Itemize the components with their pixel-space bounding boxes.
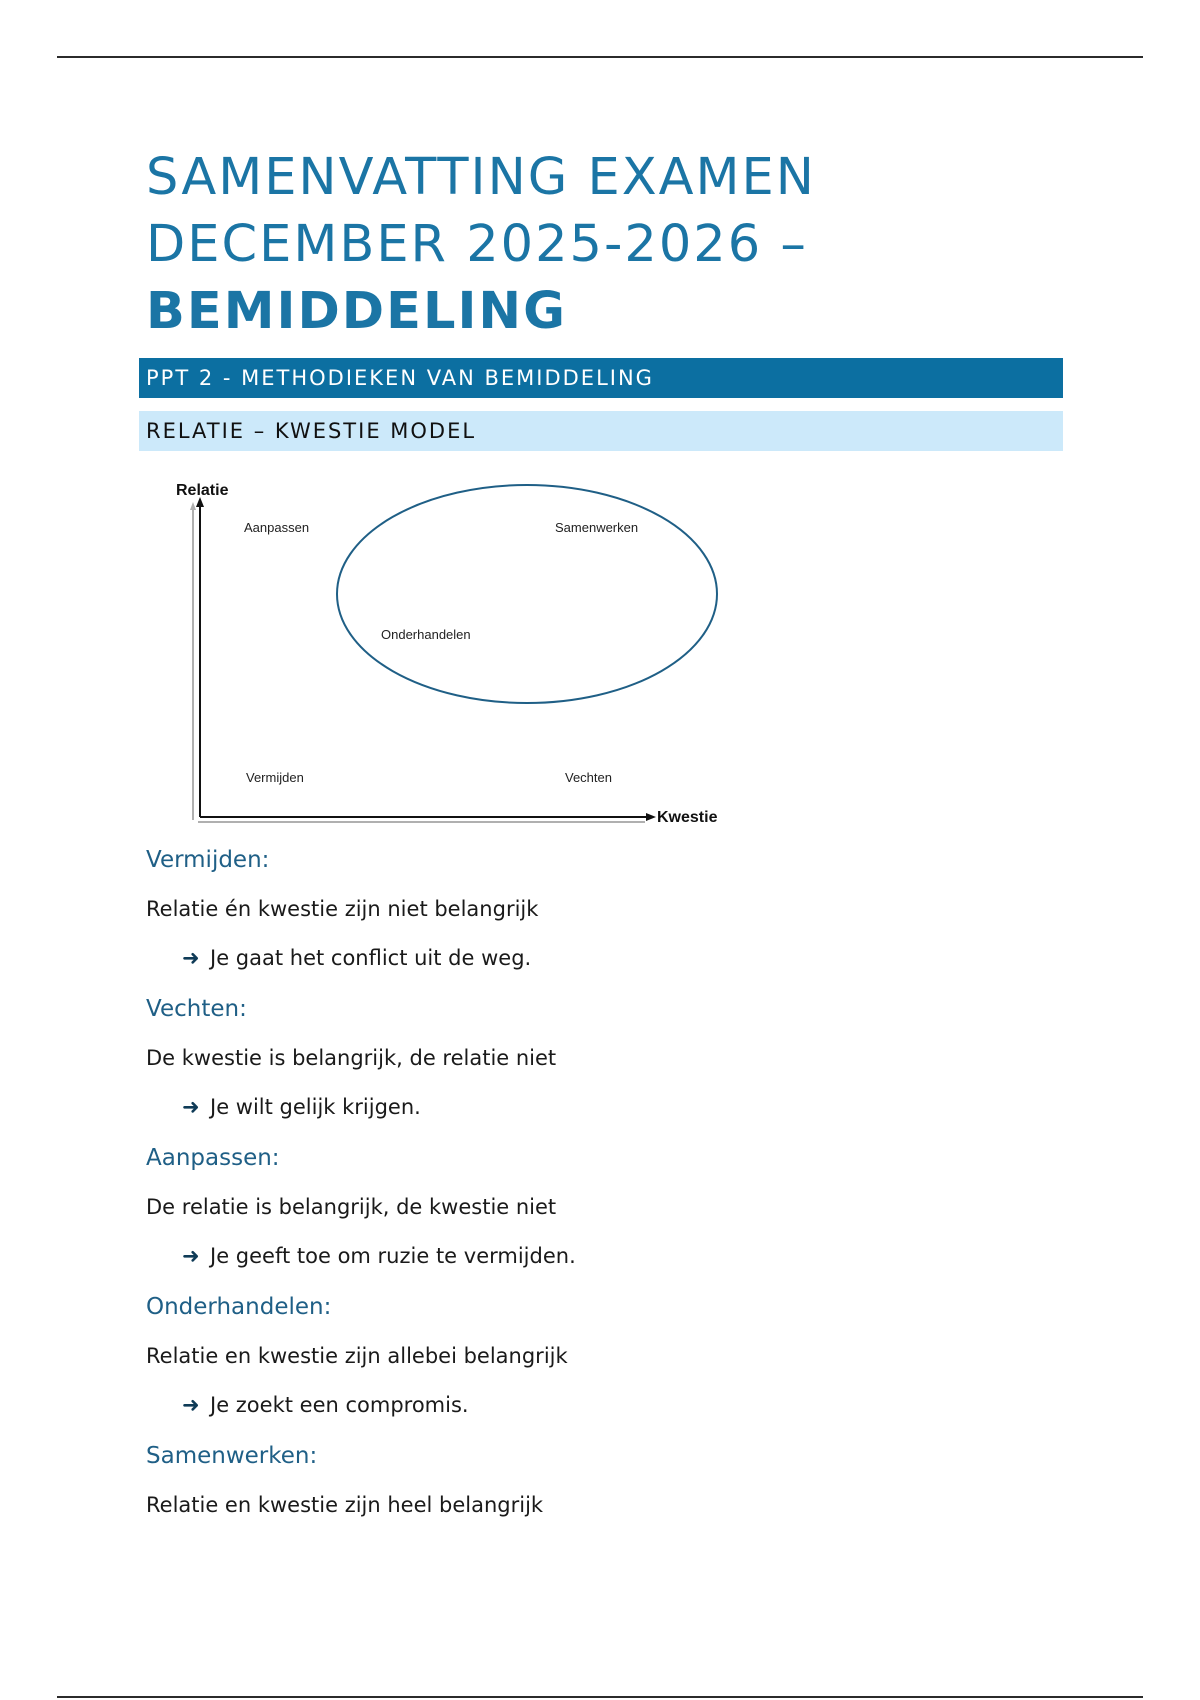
label-samenwerken: Samenwerken (555, 520, 639, 535)
title-line-2: DECEMBER 2025-2026 – (146, 215, 808, 274)
bullet-text: Je gaat het conflict uit de weg. (210, 946, 532, 970)
y-axis-label: Relatie (176, 482, 229, 499)
x-axis-arrowhead (646, 813, 656, 821)
relatie-kwestie-diagram (160, 470, 740, 832)
label-vermijden: Vermijden (246, 770, 304, 785)
bullet-aanpassen (146, 1241, 1046, 1289)
x-axis-label: Kwestie (657, 809, 718, 826)
diagram-svg (160, 470, 740, 832)
description-aanpassen: De relatie is belangrijk, de kwestie niet (146, 1195, 557, 1219)
bullet-text: Je geeft toe om ruzie te vermijden. (210, 1244, 576, 1268)
arrow-right-icon: ➜ (182, 1095, 200, 1119)
heading-onderhandelen: Onderhandelen: (146, 1294, 332, 1320)
description-vechten: De kwestie is belangrijk, de relatie niet (146, 1046, 557, 1070)
bullet-text: Je zoekt een compromis. (210, 1393, 469, 1417)
document-title (146, 144, 1066, 345)
header-rule (57, 56, 1143, 58)
title-line-3: BEMIDDELING (146, 282, 567, 341)
heading-aanpassen: Aanpassen: (146, 1145, 280, 1171)
bullet-vechten (146, 1092, 1046, 1140)
label-onderhandelen: Onderhandelen (381, 627, 471, 642)
negotiation-ellipse (337, 485, 717, 703)
heading-vechten: Vechten: (146, 996, 247, 1022)
arrow-right-icon: ➜ (182, 1393, 200, 1417)
content-body (146, 842, 1046, 1539)
subsection-heading: RELATIE – KWESTIE MODEL (139, 411, 1063, 451)
y-axis-shadow-arrowhead (190, 502, 196, 510)
description-samenwerken: Relatie en kwestie zijn heel belangrijk (146, 1493, 544, 1517)
footer-rule (57, 1696, 1143, 1698)
label-aanpassen: Aanpassen (244, 520, 310, 535)
heading-vermijden: Vermijden: (146, 847, 270, 873)
arrow-right-icon: ➜ (182, 946, 200, 970)
description-vermijden: Relatie én kwestie zijn niet belangrijk (146, 897, 539, 921)
section-heading: PPT 2 - METHODIEKEN VAN BEMIDDELING (139, 358, 1063, 398)
bullet-vermijden (146, 943, 1046, 991)
title-line-1: SAMENVATTING EXAMEN (146, 148, 816, 207)
arrow-right-icon: ➜ (182, 1244, 200, 1268)
bullet-text: Je wilt gelijk krijgen. (210, 1095, 421, 1119)
label-vechten: Vechten (565, 770, 612, 785)
heading-samenwerken: Samenwerken: (146, 1443, 318, 1469)
description-onderhandelen: Relatie en kwestie zijn allebei belangrijk (146, 1344, 568, 1368)
bullet-onderhandelen (146, 1390, 1046, 1438)
